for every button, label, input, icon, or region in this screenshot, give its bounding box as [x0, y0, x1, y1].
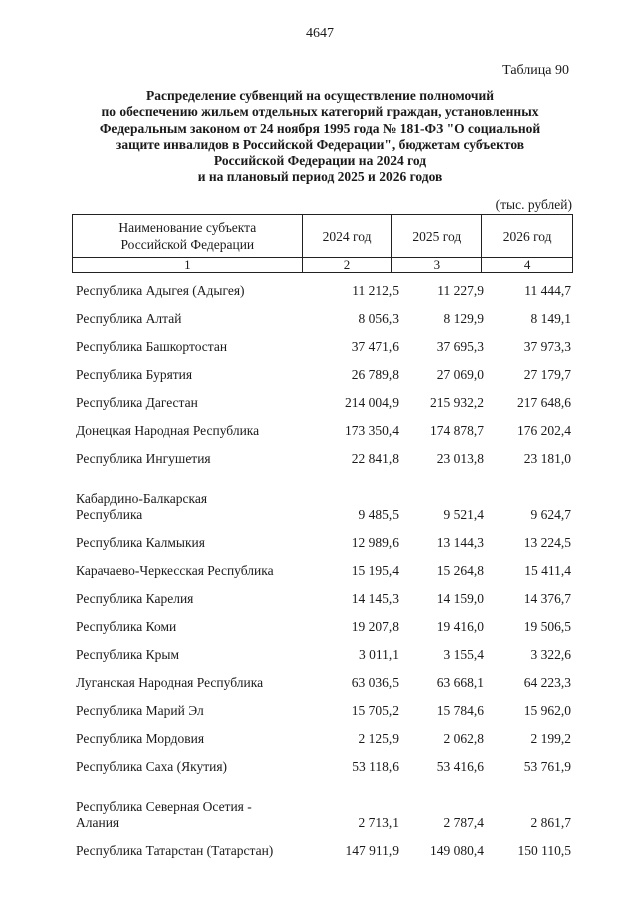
table-row — [76, 834, 573, 862]
value-2026: 8 149,1 — [530, 311, 571, 326]
table-row — [76, 274, 573, 302]
header-2026: 2026 год — [482, 215, 573, 258]
table-row — [76, 666, 573, 694]
subject-name: Республика Татарстан (Татарстан) — [76, 843, 274, 858]
header-num-3: 3 — [392, 258, 482, 273]
value-2025: 37 695,3 — [436, 339, 484, 354]
value-2026: 2 861,7 — [530, 815, 571, 830]
value-2024: 15 195,4 — [351, 563, 399, 578]
value-2025: 27 069,0 — [436, 367, 484, 382]
value-2026: 176 202,4 — [517, 423, 571, 438]
value-2026: 150 110,5 — [517, 843, 571, 858]
value-2026: 9 624,7 — [530, 507, 571, 522]
subject-name: Республика Калмыкия — [76, 535, 205, 550]
value-2025: 63 668,1 — [436, 675, 484, 690]
table-row — [76, 526, 573, 554]
value-2026: 13 224,5 — [523, 535, 571, 550]
subject-name: Кабардино-Балкарская Республика — [76, 491, 208, 522]
table-row — [76, 722, 573, 750]
value-2024: 15 705,2 — [351, 703, 399, 718]
value-2024: 53 118,6 — [352, 759, 399, 774]
table-row — [76, 554, 573, 582]
page-number: 4647 — [306, 26, 334, 41]
value-2026: 23 181,0 — [523, 451, 571, 466]
value-2025: 15 784,6 — [436, 703, 484, 718]
title-line: Российской Федерации на 2024 год — [213, 153, 427, 169]
value-2024: 3 011,1 — [359, 647, 399, 662]
value-2025: 149 080,4 — [430, 843, 484, 858]
units-label: (тыс. рублей) — [495, 197, 572, 212]
value-2025: 9 521,4 — [443, 507, 484, 522]
value-2025: 14 159,0 — [436, 591, 484, 606]
value-2024: 214 004,9 — [345, 395, 399, 410]
subject-name: Республика Коми — [76, 619, 177, 634]
value-2026: 11 444,7 — [524, 283, 571, 298]
subject-name: Донецкая Народная Республика — [76, 423, 260, 438]
subject-name: Республика Ингушетия — [76, 451, 211, 466]
header-subject-name: Наименование субъекта Российской Федерации — [73, 215, 303, 258]
value-2026: 37 973,3 — [523, 339, 571, 354]
value-2025: 174 878,7 — [430, 423, 484, 438]
subject-name: Республика Крым — [76, 647, 180, 662]
value-2025: 8 129,9 — [443, 311, 484, 326]
subject-name: Республика Адыгея (Адыгея) — [76, 283, 245, 298]
value-2026: 64 223,3 — [523, 675, 571, 690]
value-2024: 9 485,5 — [358, 507, 399, 522]
table-row — [76, 358, 573, 386]
value-2025: 53 416,6 — [436, 759, 484, 774]
header-num-2: 2 — [302, 258, 392, 273]
table-label: Таблица 90 — [502, 63, 569, 78]
table-row — [76, 750, 573, 778]
subject-name: Республика Алтай — [76, 311, 182, 326]
value-2024: 26 789,8 — [351, 367, 399, 382]
header-num-4: 4 — [482, 258, 573, 273]
table-row — [76, 414, 573, 442]
table-row — [76, 470, 573, 526]
title-line: Распределение субвенций на осуществление полномочий — [145, 88, 495, 103]
table-row — [76, 610, 573, 638]
subject-name: Луганская Народная Республика — [76, 675, 264, 690]
value-2026: 15 962,0 — [523, 703, 571, 718]
subject-name: Карачаево-Черкесская Республика — [76, 563, 274, 578]
value-2024: 19 207,8 — [351, 619, 399, 634]
header-num-1: 1 — [73, 258, 303, 273]
subject-name: Республика Саха (Якутия) — [76, 759, 228, 774]
subject-name: Республика Карелия — [76, 591, 194, 606]
table-row — [76, 638, 573, 666]
table-row — [76, 442, 573, 470]
document-title — [40, 88, 600, 186]
value-2024: 63 036,5 — [351, 675, 399, 690]
subject-name: Республика Дагестан — [76, 395, 198, 410]
value-2025: 2 787,4 — [443, 815, 484, 830]
table-row — [76, 330, 573, 358]
header-2025: 2025 год — [392, 215, 482, 258]
value-2024: 173 350,4 — [345, 423, 399, 438]
value-2026: 2 199,2 — [530, 731, 571, 746]
value-2026: 14 376,7 — [523, 591, 571, 606]
value-2025: 3 155,4 — [443, 647, 484, 662]
table-row — [76, 694, 573, 722]
value-2026: 217 648,6 — [517, 395, 571, 410]
value-2025: 2 062,8 — [443, 731, 484, 746]
title-line: по обеспечению жильем отдельных категорий граждан, установленных — [101, 104, 539, 120]
value-2024: 11 212,5 — [352, 283, 399, 298]
header-2024: 2024 год — [302, 215, 392, 258]
value-2024: 12 989,6 — [351, 535, 399, 550]
table-header — [72, 214, 573, 273]
table-row — [76, 582, 573, 610]
value-2024: 8 056,3 — [358, 311, 399, 326]
value-2026: 19 506,5 — [523, 619, 571, 634]
title-line: защите инвалидов в Российской Федерации", бюджетам субъектов — [115, 136, 525, 152]
value-2025: 15 264,8 — [436, 563, 484, 578]
value-2024: 14 145,3 — [351, 591, 399, 606]
subject-name: Республика Мордовия — [76, 731, 205, 746]
table-row — [76, 386, 573, 414]
value-2024: 2 713,1 — [358, 815, 399, 830]
value-2026: 3 322,6 — [530, 647, 571, 662]
table-row — [76, 302, 573, 330]
value-2025: 215 932,2 — [430, 395, 484, 410]
value-2025: 19 416,0 — [436, 619, 484, 634]
subject-name: Республика Башкортостан — [76, 339, 228, 354]
value-2024: 22 841,8 — [351, 451, 399, 466]
value-2025: 11 227,9 — [437, 283, 484, 298]
value-2026: 15 411,4 — [524, 563, 571, 578]
table-row — [76, 778, 573, 834]
value-2024: 2 125,9 — [358, 731, 399, 746]
title-line: Федеральным законом от 24 ноября 1995 года № 181-ФЗ "О социальной — [99, 120, 541, 136]
value-2026: 53 761,9 — [523, 759, 571, 774]
value-2025: 13 144,3 — [436, 535, 484, 550]
table-body — [76, 274, 573, 862]
value-2024: 147 911,9 — [345, 843, 399, 858]
subject-name: Республика Северная Осетия - Алания — [76, 799, 252, 830]
value-2026: 27 179,7 — [523, 367, 571, 382]
value-2024: 37 471,6 — [351, 339, 399, 354]
subject-name: Республика Бурятия — [76, 367, 193, 382]
subject-name: Республика Марий Эл — [76, 703, 204, 718]
title-line: и на плановый период 2025 и 2026 годов — [197, 169, 443, 185]
value-2025: 23 013,8 — [436, 451, 484, 466]
